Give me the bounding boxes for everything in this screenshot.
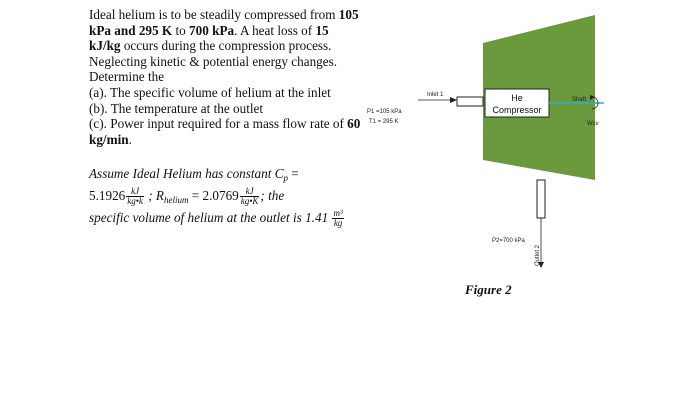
shaft-tag: Shaft [572,97,587,103]
compressor-label-line-1: He [511,93,523,103]
work-label: Wcv [587,121,599,127]
compressor-label-line-2: Compressor [492,105,542,115]
inlet-pipe [457,97,483,106]
r-unit-fraction: $\frac{kJ}{kg•K}$ [240,186,259,207]
specific-volume-unit-fraction: $\frac{\text{m³}}{kg}$ [333,208,343,229]
figure-caption: Figure 2 [465,282,512,297]
assumption-line-1: Assume Ideal Helium has constant $C_p$ = [89,166,299,183]
outlet-pressure-label: P2=700 kPa [492,238,525,244]
assumption-line-2: 5.1926 $\frac{kJ}{kg•k}$ ; $R_{helium} = 2.0769$ $\frac{kJ}{kg•K}$ ; the [89,186,285,207]
inlet-pressure-label: P1 =105 kPa [367,109,402,115]
outlet-tag: Outlet 2 [535,244,541,266]
problem-intro: Ideal helium is to be steadily compressed from 105 kPa and 295 K to 700 kPa. A heat loss of 15 kJ/kg occurs during the compression process. Neglecting kinetic & potential energy changes. Determine the [89,7,359,85]
question-b: (b). The temperature at the outlet [89,100,264,116]
assumption-line-3: specific volume of helium at the outlet is 1.41 $\frac{\text{m³}}{kg}$ [89,208,343,229]
question-c: (c). Power input required for a mass flow rate of 60 kg/min. [89,116,361,147]
inlet-tag: Inlet 1 [427,92,444,98]
inlet-temperature-label: T1 = 295 K [369,119,399,125]
inlet-arrow-icon [450,97,457,103]
cp-unit-fraction: $\frac{kJ}{kg•k}$ [127,186,143,207]
question-a: (a). The specific volume of helium at the inlet [89,84,331,100]
outlet-pipe [537,180,545,218]
